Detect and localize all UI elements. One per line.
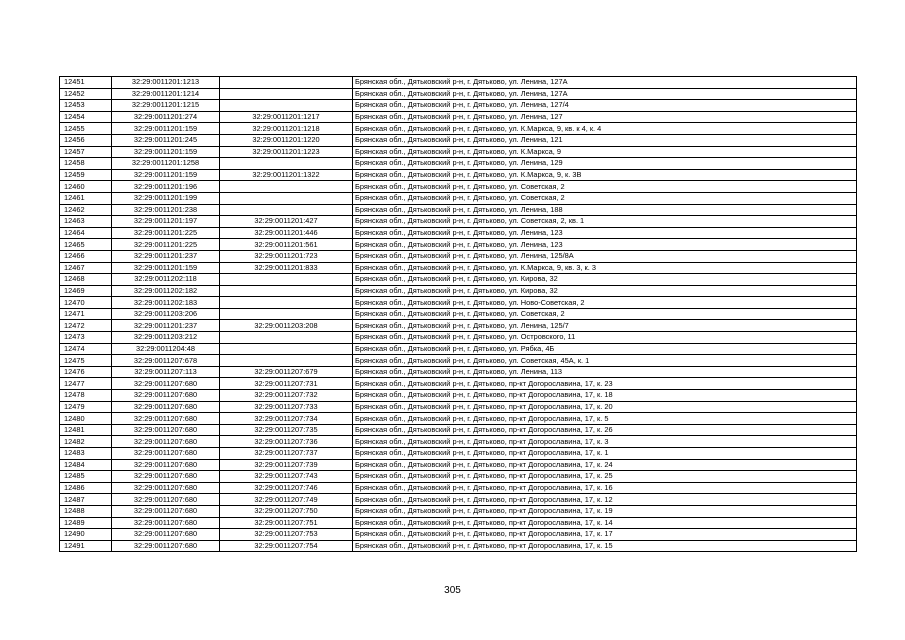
row-number-cell: 12460: [60, 181, 112, 193]
parcel-cadastral-number-cell: 32:29:0011201:199: [112, 192, 220, 204]
address-cell: Брянская обл., Дятьковский р-н, г. Дятьково, ул. Ново-Советская, 2: [353, 297, 857, 309]
table-row: [60, 192, 857, 204]
table-row: [60, 250, 857, 262]
object-cadastral-number-cell: [220, 332, 353, 344]
parcel-cadastral-number-cell: 32:29:0011207:680: [112, 505, 220, 517]
table-row: [60, 529, 857, 541]
table-row: [60, 111, 857, 123]
parcel-cadastral-number-cell: 32:29:0011201:196: [112, 181, 220, 193]
page-number: 305: [444, 585, 461, 596]
address-cell: Брянская обл., Дятьковский р-н, г. Дятьково, ул. Ленина, 123: [353, 239, 857, 251]
parcel-cadastral-number-cell: 32:29:0011207:680: [112, 378, 220, 390]
table-row: [60, 308, 857, 320]
table-row: [60, 355, 857, 367]
parcel-cadastral-number-cell: 32:29:0011201:274: [112, 111, 220, 123]
object-cadastral-number-cell: 32:29:0011207:750: [220, 505, 353, 517]
row-number-cell: 12465: [60, 239, 112, 251]
table-row: [60, 413, 857, 425]
address-cell: Брянская обл., Дятьковский р-н, г. Дятьково, ул. Ленина, 127: [353, 111, 857, 123]
address-cell: Брянская обл., Дятьковский р-н, г. Дятьково, ул. Рябка, 4Б: [353, 343, 857, 355]
parcel-cadastral-number-cell: 32:29:0011207:680: [112, 482, 220, 494]
object-cadastral-number-cell: 32:29:0011201:723: [220, 250, 353, 262]
row-number-cell: 12469: [60, 285, 112, 297]
row-number-cell: 12451: [60, 77, 112, 89]
parcel-cadastral-number-cell: 32:29:0011201:1258: [112, 158, 220, 170]
parcel-cadastral-number-cell: 32:29:0011207:680: [112, 401, 220, 413]
parcel-cadastral-number-cell: 32:29:0011201:1214: [112, 88, 220, 100]
table-row: [60, 320, 857, 332]
table-row: [60, 343, 857, 355]
row-number-cell: 12480: [60, 413, 112, 425]
address-cell: Брянская обл., Дятьковский р-н, г. Дятьково, пр-кт Догорославина, 17, к. 16: [353, 482, 857, 494]
object-cadastral-number-cell: [220, 88, 353, 100]
table-row: [60, 424, 857, 436]
table-row: [60, 274, 857, 286]
parcel-cadastral-number-cell: 32:29:0011203:212: [112, 332, 220, 344]
row-number-cell: 12452: [60, 88, 112, 100]
address-cell: Брянская обл., Дятьковский р-н, г. Дятьково, пр-кт Догорославина, 17, к. 18: [353, 390, 857, 402]
address-cell: Брянская обл., Дятьковский р-н, г. Дятьково, ул. Ленина, 125/8А: [353, 250, 857, 262]
table-row: [60, 216, 857, 228]
object-cadastral-number-cell: 32:29:0011207:679: [220, 366, 353, 378]
table-row: [60, 436, 857, 448]
address-cell: Брянская обл., Дятьковский р-н, г. Дятьково, ул. К.Маркса, 9, к. 3В: [353, 169, 857, 181]
table-row: [60, 505, 857, 517]
object-cadastral-number-cell: 32:29:0011207:734: [220, 413, 353, 425]
parcel-cadastral-number-cell: 32:29:0011207:680: [112, 448, 220, 460]
parcel-cadastral-number-cell: 32:29:0011207:680: [112, 413, 220, 425]
table-row: [60, 390, 857, 402]
object-cadastral-number-cell: 32:29:0011207:735: [220, 424, 353, 436]
object-cadastral-number-cell: [220, 192, 353, 204]
table-row: [60, 181, 857, 193]
address-cell: Брянская обл., Дятьковский р-н, г. Дятьково, ул. Ленина, 125/7: [353, 320, 857, 332]
parcel-cadastral-number-cell: 32:29:0011204:48: [112, 343, 220, 355]
table-row: [60, 471, 857, 483]
address-cell: Брянская обл., Дятьковский р-н, г. Дятьково, пр-кт Догорославина, 17, к. 15: [353, 540, 857, 552]
row-number-cell: 12491: [60, 540, 112, 552]
parcel-cadastral-number-cell: 32:29:0011203:206: [112, 308, 220, 320]
object-cadastral-number-cell: [220, 77, 353, 89]
address-cell: Брянская обл., Дятьковский р-н, г. Дятьково, ул. Ленина, 127А: [353, 88, 857, 100]
address-cell: Брянская обл., Дятьковский р-н, г. Дятьково, ул. К.Маркса, 9, кв. к 4, к. 4: [353, 123, 857, 135]
row-number-cell: 12488: [60, 505, 112, 517]
row-number-cell: 12463: [60, 216, 112, 228]
address-cell: Брянская обл., Дятьковский р-н, г. Дятьково, пр-кт Догорославина, 17, к. 26: [353, 424, 857, 436]
object-cadastral-number-cell: 32:29:0011203:208: [220, 320, 353, 332]
parcel-cadastral-number-cell: 32:29:0011207:680: [112, 540, 220, 552]
address-cell: Брянская обл., Дятьковский р-н, г. Дятьково, пр-кт Догорославина, 17, к. 3: [353, 436, 857, 448]
object-cadastral-number-cell: 32:29:0011201:833: [220, 262, 353, 274]
object-cadastral-number-cell: 32:29:0011201:1217: [220, 111, 353, 123]
object-cadastral-number-cell: [220, 308, 353, 320]
table-row: [60, 239, 857, 251]
object-cadastral-number-cell: 32:29:0011201:427: [220, 216, 353, 228]
object-cadastral-number-cell: [220, 204, 353, 216]
row-number-cell: 12484: [60, 459, 112, 471]
parcel-cadastral-number-cell: 32:29:0011207:680: [112, 494, 220, 506]
row-number-cell: 12476: [60, 366, 112, 378]
row-number-cell: 12464: [60, 227, 112, 239]
address-cell: Брянская обл., Дятьковский р-н, г. Дятьково, ул. Советская, 2: [353, 192, 857, 204]
table-row: [60, 401, 857, 413]
object-cadastral-number-cell: 32:29:0011207:751: [220, 517, 353, 529]
row-number-cell: 12462: [60, 204, 112, 216]
table-row: [60, 123, 857, 135]
table-row: [60, 517, 857, 529]
address-cell: Брянская обл., Дятьковский р-н, г. Дятьково, ул. Ленина, 129: [353, 158, 857, 170]
parcel-cadastral-number-cell: 32:29:0011202:118: [112, 274, 220, 286]
object-cadastral-number-cell: 32:29:0011207:737: [220, 448, 353, 460]
cadastral-table-body: [60, 77, 857, 552]
table-row: [60, 262, 857, 274]
address-cell: Брянская обл., Дятьковский р-н, г. Дятьково, пр-кт Догорославина, 17, к. 25: [353, 471, 857, 483]
address-cell: Брянская обл., Дятьковский р-н, г. Дятьково, ул. Ленина, 113: [353, 366, 857, 378]
object-cadastral-number-cell: 32:29:0011207:736: [220, 436, 353, 448]
address-cell: Брянская обл., Дятьковский р-н, г. Дятьково, пр-кт Догорославина, 17, к. 20: [353, 401, 857, 413]
address-cell: Брянская обл., Дятьковский р-н, г. Дятьково, ул. Островского, 11: [353, 332, 857, 344]
address-cell: Брянская обл., Дятьковский р-н, г. Дятьково, пр-кт Догорославина, 17, к. 19: [353, 505, 857, 517]
parcel-cadastral-number-cell: 32:29:0011202:182: [112, 285, 220, 297]
table-row: [60, 448, 857, 460]
row-number-cell: 12453: [60, 100, 112, 112]
parcel-cadastral-number-cell: 32:29:0011201:1213: [112, 77, 220, 89]
table-row: [60, 158, 857, 170]
parcel-cadastral-number-cell: 32:29:0011207:680: [112, 517, 220, 529]
address-cell: Брянская обл., Дятьковский р-н, г. Дятьково, ул. К.Маркса, 9, кв. 3, к. 3: [353, 262, 857, 274]
object-cadastral-number-cell: 32:29:0011201:1223: [220, 146, 353, 158]
table-row: [60, 366, 857, 378]
object-cadastral-number-cell: 32:29:0011207:749: [220, 494, 353, 506]
row-number-cell: 12486: [60, 482, 112, 494]
object-cadastral-number-cell: [220, 285, 353, 297]
row-number-cell: 12485: [60, 471, 112, 483]
table-row: [60, 459, 857, 471]
address-cell: Брянская обл., Дятьковский р-н, г. Дятьково, ул. Ленина, 127А: [353, 77, 857, 89]
parcel-cadastral-number-cell: 32:29:0011201:238: [112, 204, 220, 216]
address-cell: Брянская обл., Дятьковский р-н, г. Дятьково, пр-кт Догорославина, 17, к. 12: [353, 494, 857, 506]
parcel-cadastral-number-cell: 32:29:0011201:159: [112, 262, 220, 274]
parcel-cadastral-number-cell: 32:29:0011207:680: [112, 459, 220, 471]
row-number-cell: 12468: [60, 274, 112, 286]
object-cadastral-number-cell: [220, 181, 353, 193]
row-number-cell: 12472: [60, 320, 112, 332]
object-cadastral-number-cell: 32:29:0011201:1218: [220, 123, 353, 135]
address-cell: Брянская обл., Дятьковский р-н, г. Дятьково, ул. Кирова, 32: [353, 274, 857, 286]
table-row: [60, 77, 857, 89]
table-row: [60, 100, 857, 112]
row-number-cell: 12490: [60, 529, 112, 541]
table-row: [60, 332, 857, 344]
row-number-cell: 12471: [60, 308, 112, 320]
address-cell: Брянская обл., Дятьковский р-н, г. Дятьково, ул. Ленина, 123: [353, 227, 857, 239]
object-cadastral-number-cell: [220, 100, 353, 112]
object-cadastral-number-cell: 32:29:0011207:732: [220, 390, 353, 402]
row-number-cell: 12487: [60, 494, 112, 506]
row-number-cell: 12479: [60, 401, 112, 413]
row-number-cell: 12467: [60, 262, 112, 274]
row-number-cell: 12470: [60, 297, 112, 309]
table-row: [60, 146, 857, 158]
address-cell: Брянская обл., Дятьковский р-н, г. Дятьково, ул. Ленина, 121: [353, 134, 857, 146]
object-cadastral-number-cell: 32:29:0011207:733: [220, 401, 353, 413]
object-cadastral-number-cell: [220, 343, 353, 355]
address-cell: Брянская обл., Дятьковский р-н, г. Дятьково, ул. Ленина, 127/4: [353, 100, 857, 112]
parcel-cadastral-number-cell: 32:29:0011207:680: [112, 390, 220, 402]
object-cadastral-number-cell: 32:29:0011201:1220: [220, 134, 353, 146]
address-cell: Брянская обл., Дятьковский р-н, г. Дятьково, пр-кт Догорославина, 17, к. 5: [353, 413, 857, 425]
row-number-cell: 12478: [60, 390, 112, 402]
row-number-cell: 12455: [60, 123, 112, 135]
table-row: [60, 169, 857, 181]
table-row: [60, 482, 857, 494]
parcel-cadastral-number-cell: 32:29:0011207:678: [112, 355, 220, 367]
parcel-cadastral-number-cell: 32:29:0011201:237: [112, 320, 220, 332]
address-cell: Брянская обл., Дятьковский р-н, г. Дятьково, ул. Советская, 45А, к. 1: [353, 355, 857, 367]
object-cadastral-number-cell: 32:29:0011201:561: [220, 239, 353, 251]
address-cell: Брянская обл., Дятьковский р-н, г. Дятьково, пр-кт Догорославина, 17, к. 1: [353, 448, 857, 460]
object-cadastral-number-cell: [220, 355, 353, 367]
table-row: [60, 297, 857, 309]
object-cadastral-number-cell: 32:29:0011201:446: [220, 227, 353, 239]
address-cell: Брянская обл., Дятьковский р-н, г. Дятьково, ул. Советская, 2: [353, 308, 857, 320]
table-row: [60, 540, 857, 552]
table-row: [60, 88, 857, 100]
row-number-cell: 12475: [60, 355, 112, 367]
address-cell: Брянская обл., Дятьковский р-н, г. Дятьково, ул. Кирова, 32: [353, 285, 857, 297]
object-cadastral-number-cell: 32:29:0011207:743: [220, 471, 353, 483]
parcel-cadastral-number-cell: 32:29:0011207:680: [112, 529, 220, 541]
parcel-cadastral-number-cell: 32:29:0011207:680: [112, 424, 220, 436]
parcel-cadastral-number-cell: 32:29:0011207:113: [112, 366, 220, 378]
object-cadastral-number-cell: 32:29:0011207:731: [220, 378, 353, 390]
table-row: [60, 378, 857, 390]
parcel-cadastral-number-cell: 32:29:0011207:680: [112, 471, 220, 483]
row-number-cell: 12456: [60, 134, 112, 146]
parcel-cadastral-number-cell: 32:29:0011207:680: [112, 436, 220, 448]
row-number-cell: 12483: [60, 448, 112, 460]
row-number-cell: 12481: [60, 424, 112, 436]
row-number-cell: 12473: [60, 332, 112, 344]
table-row: [60, 227, 857, 239]
row-number-cell: 12466: [60, 250, 112, 262]
object-cadastral-number-cell: [220, 158, 353, 170]
table-row: [60, 134, 857, 146]
table-row: [60, 285, 857, 297]
cadastral-table: [59, 76, 857, 552]
parcel-cadastral-number-cell: 32:29:0011201:197: [112, 216, 220, 228]
parcel-cadastral-number-cell: 32:29:0011201:159: [112, 146, 220, 158]
address-cell: Брянская обл., Дятьковский р-н, г. Дятьково, пр-кт Догорославина, 17, к. 14: [353, 517, 857, 529]
object-cadastral-number-cell: [220, 274, 353, 286]
parcel-cadastral-number-cell: 32:29:0011201:245: [112, 134, 220, 146]
address-cell: Брянская обл., Дятьковский р-н, г. Дятьково, ул. Советская, 2: [353, 181, 857, 193]
row-number-cell: 12482: [60, 436, 112, 448]
object-cadastral-number-cell: 32:29:0011207:753: [220, 529, 353, 541]
row-number-cell: 12454: [60, 111, 112, 123]
row-number-cell: 12474: [60, 343, 112, 355]
object-cadastral-number-cell: 32:29:0011207:746: [220, 482, 353, 494]
row-number-cell: 12458: [60, 158, 112, 170]
parcel-cadastral-number-cell: 32:29:0011201:1215: [112, 100, 220, 112]
address-cell: Брянская обл., Дятьковский р-н, г. Дятьково, пр-кт Догорославина, 17, к. 17: [353, 529, 857, 541]
table-row: [60, 494, 857, 506]
row-number-cell: 12477: [60, 378, 112, 390]
object-cadastral-number-cell: 32:29:0011207:739: [220, 459, 353, 471]
parcel-cadastral-number-cell: 32:29:0011201:225: [112, 239, 220, 251]
address-cell: Брянская обл., Дятьковский р-н, г. Дятьково, пр-кт Догорославина, 17, к. 23: [353, 378, 857, 390]
address-cell: Брянская обл., Дятьковский р-н, г. Дятьково, ул. Ленина, 188: [353, 204, 857, 216]
row-number-cell: 12489: [60, 517, 112, 529]
row-number-cell: 12461: [60, 192, 112, 204]
parcel-cadastral-number-cell: 32:29:0011201:225: [112, 227, 220, 239]
parcel-cadastral-number-cell: 32:29:0011201:159: [112, 123, 220, 135]
address-cell: Брянская обл., Дятьковский р-н, г. Дятьково, пр-кт Догорославина, 17, к. 24: [353, 459, 857, 471]
row-number-cell: 12459: [60, 169, 112, 181]
address-cell: Брянская обл., Дятьковский р-н, г. Дятьково, ул. Советская, 2, кв. 1: [353, 216, 857, 228]
row-number-cell: 12457: [60, 146, 112, 158]
table-row: [60, 204, 857, 216]
object-cadastral-number-cell: [220, 297, 353, 309]
object-cadastral-number-cell: 32:29:0011201:1322: [220, 169, 353, 181]
parcel-cadastral-number-cell: 32:29:0011201:237: [112, 250, 220, 262]
address-cell: Брянская обл., Дятьковский р-н, г. Дятьково, ул. К.Маркса, 9: [353, 146, 857, 158]
parcel-cadastral-number-cell: 32:29:0011201:159: [112, 169, 220, 181]
parcel-cadastral-number-cell: 32:29:0011202:183: [112, 297, 220, 309]
object-cadastral-number-cell: 32:29:0011207:754: [220, 540, 353, 552]
